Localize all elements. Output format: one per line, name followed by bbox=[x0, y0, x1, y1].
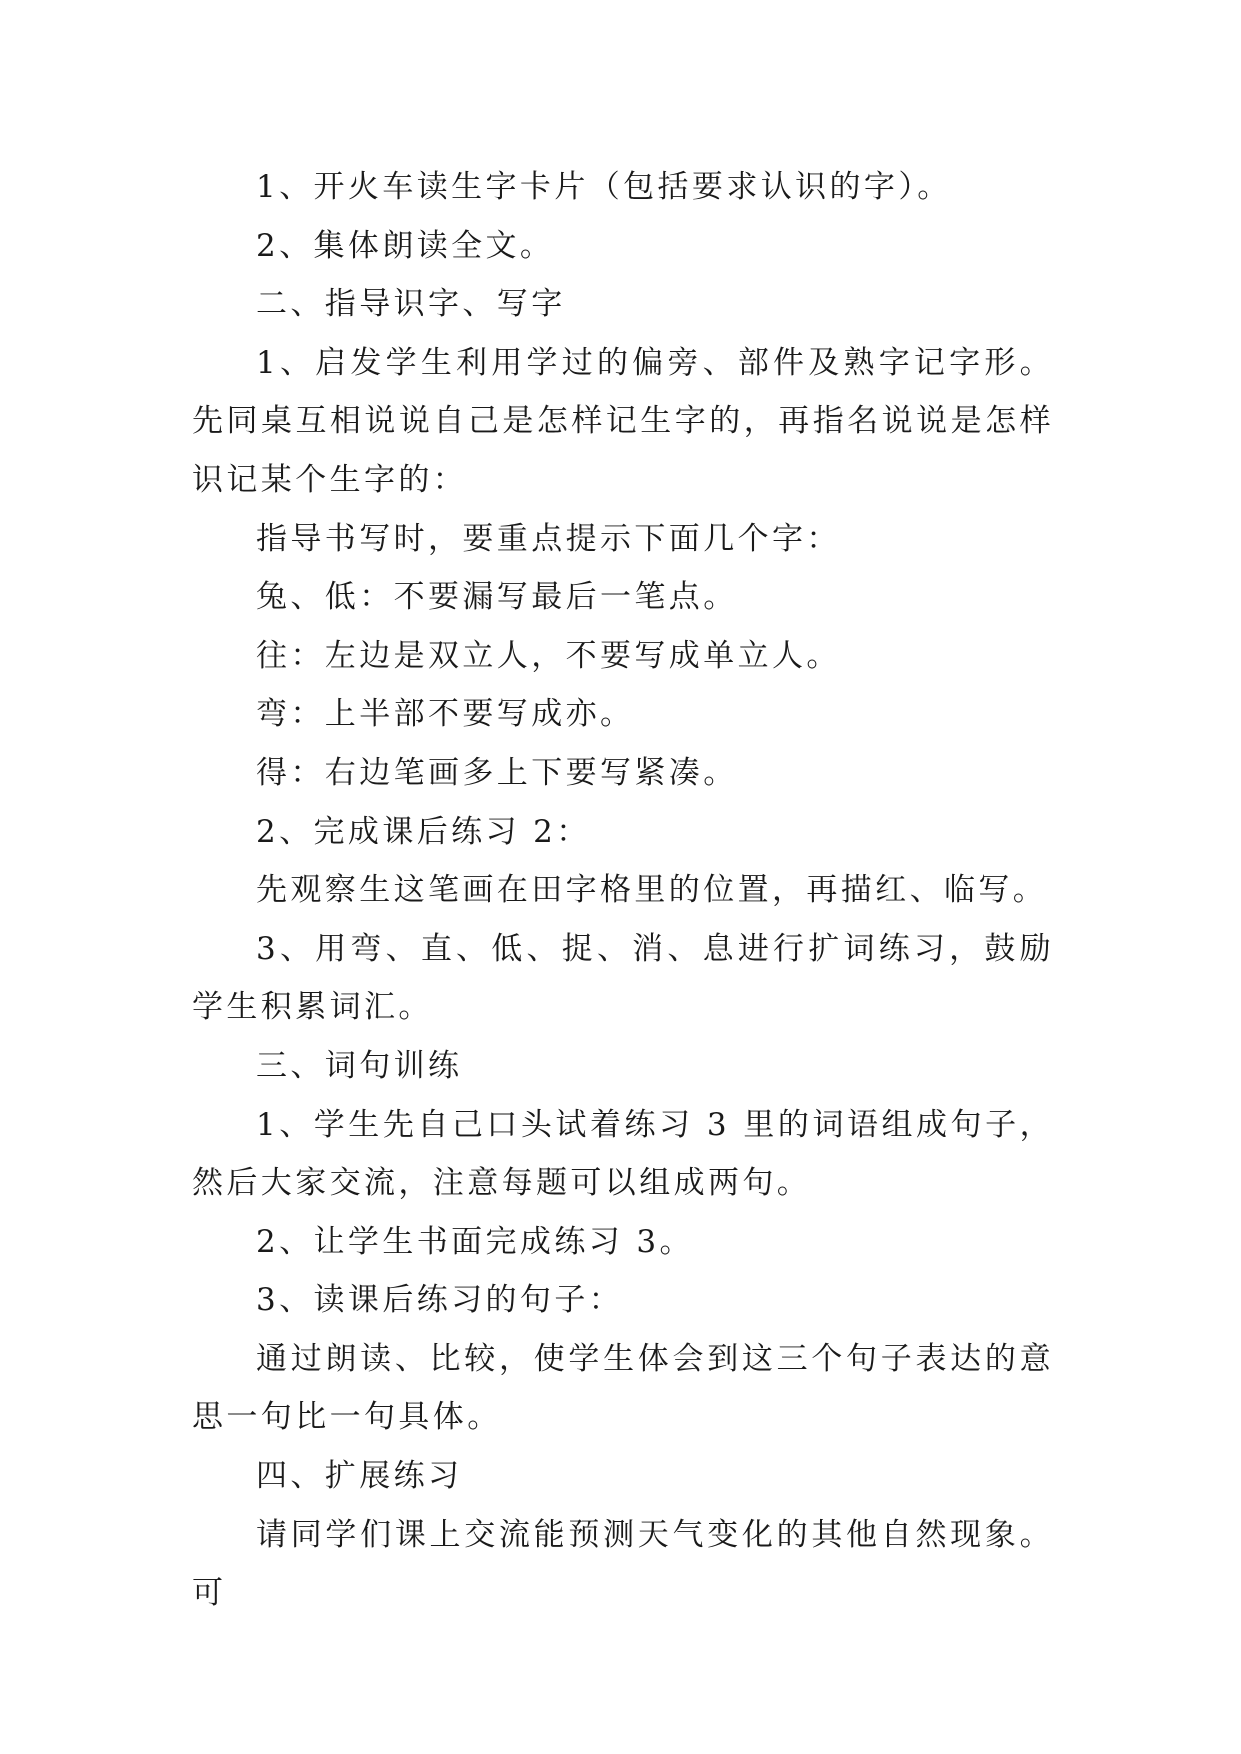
document-body bbox=[192, 158, 1054, 1623]
paragraph: 3、读课后练习的句子： bbox=[256, 1282, 624, 1319]
paragraph: 通过朗读、比较，使学生体会到这三个句子表达的意思一句比一句具体。 bbox=[192, 1340, 1054, 1436]
paragraph: 1、启发学生利用学过的偏旁、部件及熟字记字形。先同桌互相说说自己是怎样记生字的，再指名说说是怎样识记某个生字的： bbox=[192, 344, 1054, 498]
paragraph: 1、学生先自己口头试着练习 3 里的词语组成句子，然后大家交流，注意每题可以组成两句。 bbox=[192, 1106, 1054, 1202]
paragraph: 弯：上半部不要写成亦。 bbox=[256, 696, 635, 733]
section-heading: 二、指导识字、写字 bbox=[256, 286, 566, 323]
paragraph: 1、开火车读生字卡片（包括要求认识的字）。 bbox=[256, 169, 952, 205]
section-heading: 四、扩展练习 bbox=[256, 1458, 463, 1495]
paragraph: 兔、低：不要漏写最后一笔点。 bbox=[256, 579, 738, 616]
paragraph: 2、完成课后练习 2： bbox=[256, 813, 591, 850]
paragraph: 2、让学生书面完成练习 3。 bbox=[256, 1223, 694, 1260]
paragraph: 指导书写时，要重点提示下面几个字： bbox=[256, 520, 841, 557]
section-heading: 三、词句训练 bbox=[256, 1047, 463, 1084]
paragraph: 先观察生这笔画在田字格里的位置，再描红、临写。 bbox=[256, 872, 1048, 909]
paragraph: 往：左边是双立人，不要写成单立人。 bbox=[256, 637, 841, 674]
paragraph: 得：右边笔画多上下要写紧凑。 bbox=[256, 754, 738, 791]
paragraph: 请同学们课上交流能预测天气变化的其他自然现象。可 bbox=[192, 1516, 1054, 1612]
paragraph: 2、集体朗读全文。 bbox=[256, 227, 555, 264]
paragraph: 3、用弯、直、低、捉、消、息进行扩词练习，鼓励学生积累词汇。 bbox=[192, 930, 1054, 1026]
